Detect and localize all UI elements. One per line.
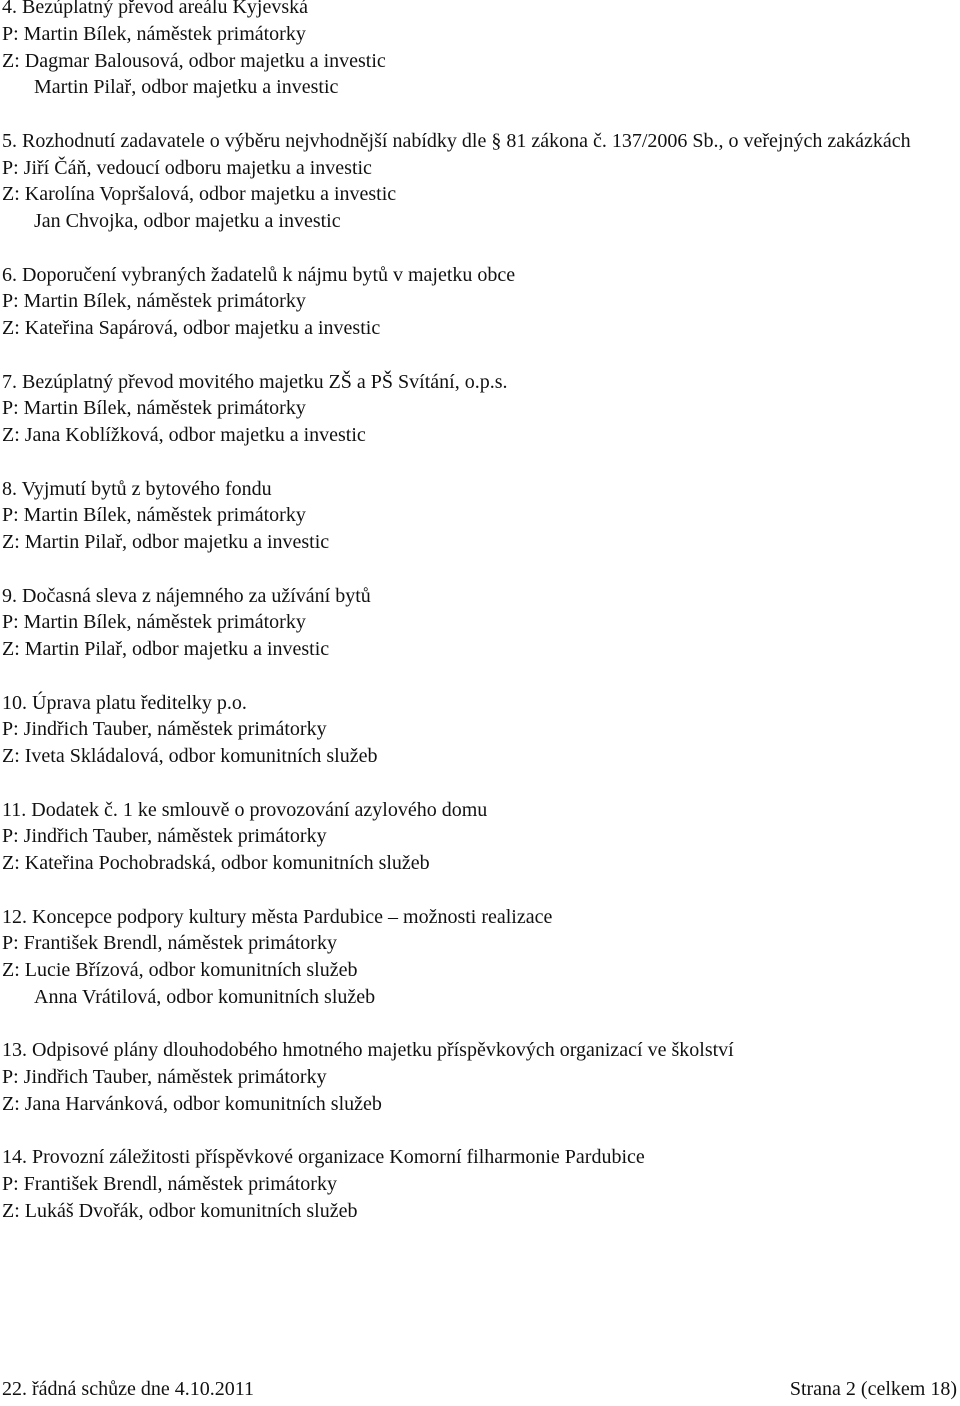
presenter-line: P: František Brendl, náměstek primátorky — [2, 1173, 337, 1195]
presenter-line: P: Martin Bílek, náměstek primátorky — [2, 290, 306, 313]
responsible-line: Jan Chvojka, odbor majetku a investic — [34, 210, 341, 232]
page-footer — [2, 1376, 957, 1402]
agenda-item-title: 6. Doporučení vybraných žadatelů k nájmu bytů v majetku obce — [2, 263, 516, 286]
presenter-line: P: Martin Bílek, náměstek primátorky — [2, 22, 306, 45]
page-number: Strana 2 (celkem 18) — [789, 1378, 957, 1400]
agenda-item-title-part: 81 zákona č. 137/2006 Sb., o veřejných zakázkách — [501, 129, 911, 152]
agenda-item-13 — [2, 1037, 952, 1117]
responsible-line: Z: Martin Pilař, odbor majetku a investic — [2, 638, 330, 660]
presenter-line: P: Martin Bílek, náměstek primátorky — [2, 397, 306, 420]
presenter-line: P: František Brendl, náměstek primátorky — [2, 932, 337, 955]
responsible-line: Martin Pilař, odbor majetku a investic — [34, 76, 339, 99]
agenda-item-title: 14. Provozní záležitosti příspěvkové organizace Komorní filharmonie Pardubice — [2, 1146, 645, 1169]
agenda-item-title — [2, 128, 952, 155]
agenda-item-title-part: 5. Rozhodnutí zadavatele o výběru nejvhodnější nabídky dle — [2, 129, 492, 152]
agenda-item-9 — [2, 583, 952, 663]
responsible-line: Z: Karolína Vopršalová, odbor majetku a investic — [2, 183, 397, 206]
agenda-item-title: 4. Bezúplatný převod areálu Kyjevská — [2, 0, 309, 18]
agenda-item-6 — [2, 262, 952, 342]
agenda-item-8 — [2, 476, 952, 556]
responsible-line: Anna Vrátilová, odbor komunitních služeb — [34, 985, 376, 1008]
agenda-item-14 — [2, 1144, 952, 1224]
agenda-item-title: 10. Úprava platu ředitelky p.o. — [2, 691, 247, 714]
responsible-line: Z: Iveta Skládalová, odbor komunitních služeb — [2, 745, 378, 767]
agenda-item-4 — [2, 0, 952, 101]
agenda-item-11 — [2, 797, 952, 877]
presenter-line: P: Martin Bílek, náměstek primátorky — [2, 611, 306, 634]
responsible-line: Z: Kateřina Pochobradská, odbor komunitních služeb — [2, 852, 430, 874]
responsible-line: Z: Lukáš Dvořák, odbor komunitních služeb — [2, 1199, 358, 1222]
presenter-line: P: Jindřich Tauber, náměstek primátorky — [2, 1066, 327, 1088]
agenda-item-title: 9. Dočasná sleva z nájemného za užívání bytů — [2, 584, 371, 607]
presenter-line: P: Martin Bílek, náměstek primátorky — [2, 504, 306, 527]
responsible-line: Z: Dagmar Balousová, odbor majetku a investic — [2, 49, 386, 72]
agenda-item-10 — [2, 690, 952, 770]
meeting-info: 22. řádná schůze dne 4.10.2011 — [2, 1378, 254, 1400]
presenter-line: P: Jindřich Tauber, náměstek primátorky — [2, 825, 327, 848]
agenda-item-title: 8. Vyjmutí bytů z bytového fondu — [2, 477, 272, 500]
section-sign: § — [491, 129, 502, 152]
responsible-line: Z: Lucie Břízová, odbor komunitních služeb — [2, 959, 358, 981]
document-page — [2, 0, 952, 1225]
agenda-item-title: 13. Odpisové plány dlouhodobého hmotného majetku příspěvkových organizací ve školství — [2, 1039, 734, 1062]
agenda-item-12 — [2, 904, 952, 1011]
responsible-line: Z: Jana Koblížková, odbor majetku a investic — [2, 424, 366, 446]
agenda-item-title: 12. Koncepce podpory kultury města Pardubice – možnosti realizace — [2, 905, 553, 928]
responsible-line: Z: Kateřina Sapárová, odbor majetku a investic — [2, 317, 381, 339]
responsible-line: Z: Jana Harvánková, odbor komunitních služeb — [2, 1092, 382, 1115]
agenda-item-title: 7. Bezúplatný převod movitého majetku ZŠ a PŠ Svítání, o.p.s. — [2, 370, 508, 393]
agenda-item-7 — [2, 369, 952, 449]
agenda-item-title: 11. Dodatek č. 1 ke smlouvě o provozování azylového domu — [2, 798, 488, 821]
presenter-line: P: Jindřich Tauber, náměstek primátorky — [2, 718, 327, 741]
responsible-line: Z: Martin Pilař, odbor majetku a investic — [2, 531, 330, 553]
presenter-line: P: Jiří Čáň, vedoucí odboru majetku a investic — [2, 156, 372, 179]
agenda-item-5 — [2, 128, 952, 235]
